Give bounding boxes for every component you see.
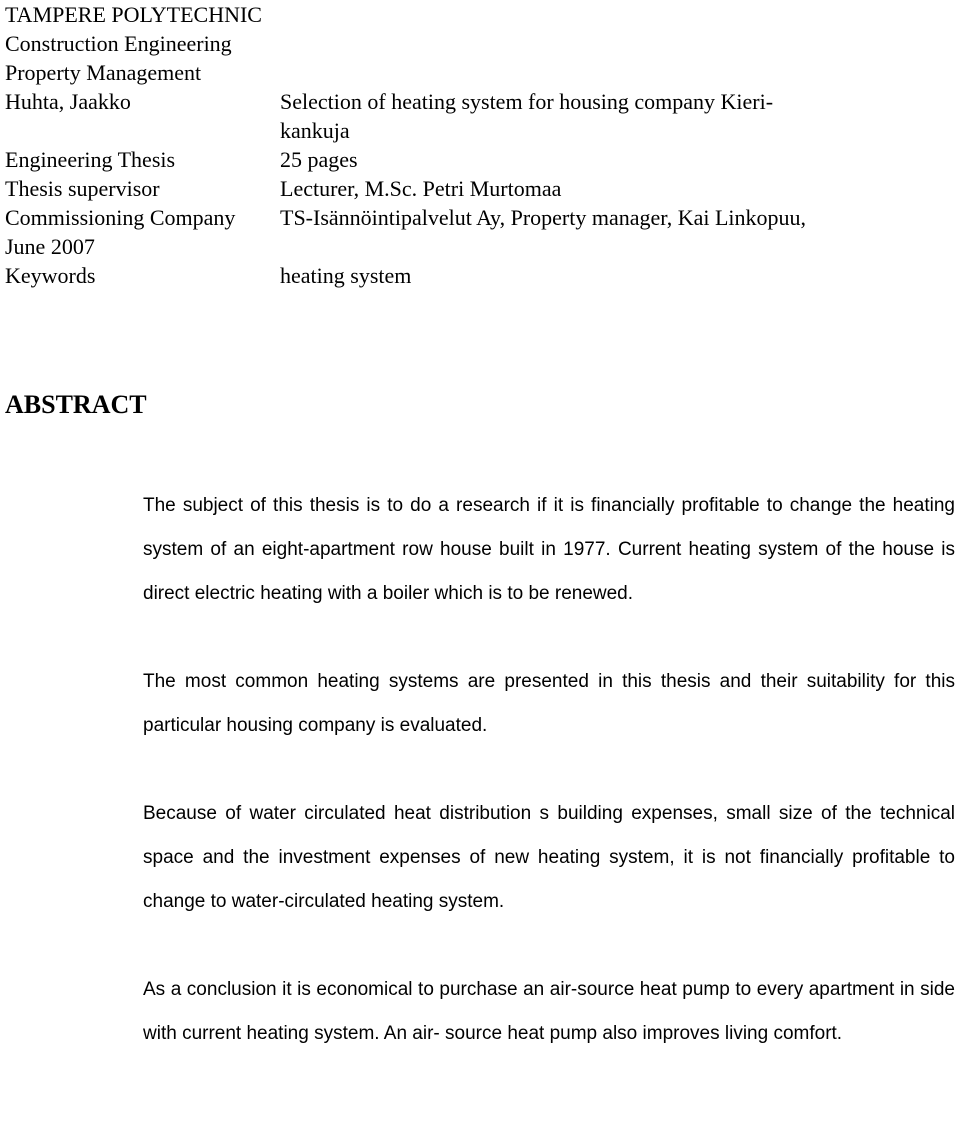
abstract-paragraph-2: The most common heating systems are presented in this thesis and their suitability for this particular housing company is evaluated.	[143, 671, 955, 736]
thesis-type: Engineering Thesis	[5, 147, 176, 172]
commissioning-company: TS-Isännöintipalvelut Ay, Property manager, Kai Linkopuu,	[280, 205, 807, 230]
thesis-title-line-1: Selection of heating system for housing company Kieri-	[280, 89, 774, 114]
abstract-paragraph-4: As a conclusion it is economical to purchase an air-source heat pump to every apartment in side with current heating system. An air- source heat pump also improves living comfort.	[143, 979, 955, 1044]
supervisor-name: Lecturer, M.Sc. Petri Murtomaa	[280, 176, 562, 201]
author-name: Huhta, Jaakko	[5, 89, 131, 114]
abstract-paragraph-1: The subject of this thesis is to do a research if it is financially profitable to change the heating system of an eight-apartment row house built in 1977. Current heating system of the house is direct electric heating with a boiler which is to be renewed.	[143, 495, 955, 604]
abstract-heading: ABSTRACT	[5, 390, 147, 419]
abstract-body	[143, 484, 955, 1056]
keywords-label: Keywords	[5, 263, 96, 288]
supervisor-label: Thesis supervisor	[5, 176, 160, 201]
commissioning-label: Commissioning Company	[5, 205, 236, 230]
abstract-paragraph-3: Because of water circulated heat distribution s building expenses, small size of the technical space and the investment expenses of new heating system, it is not financially profitable to change to water-circulated heating system.	[143, 803, 955, 912]
page-count: 25 pages	[280, 147, 358, 172]
thesis-title-line-2: kankuja	[280, 118, 350, 143]
institution-name: TAMPERE POLYTECHNIC	[5, 2, 262, 27]
degree-programme: Construction Engineering	[5, 31, 232, 56]
keywords-value: heating system	[280, 263, 412, 288]
thesis-date: June 2007	[5, 234, 95, 259]
specialisation: Property Management	[5, 60, 202, 85]
